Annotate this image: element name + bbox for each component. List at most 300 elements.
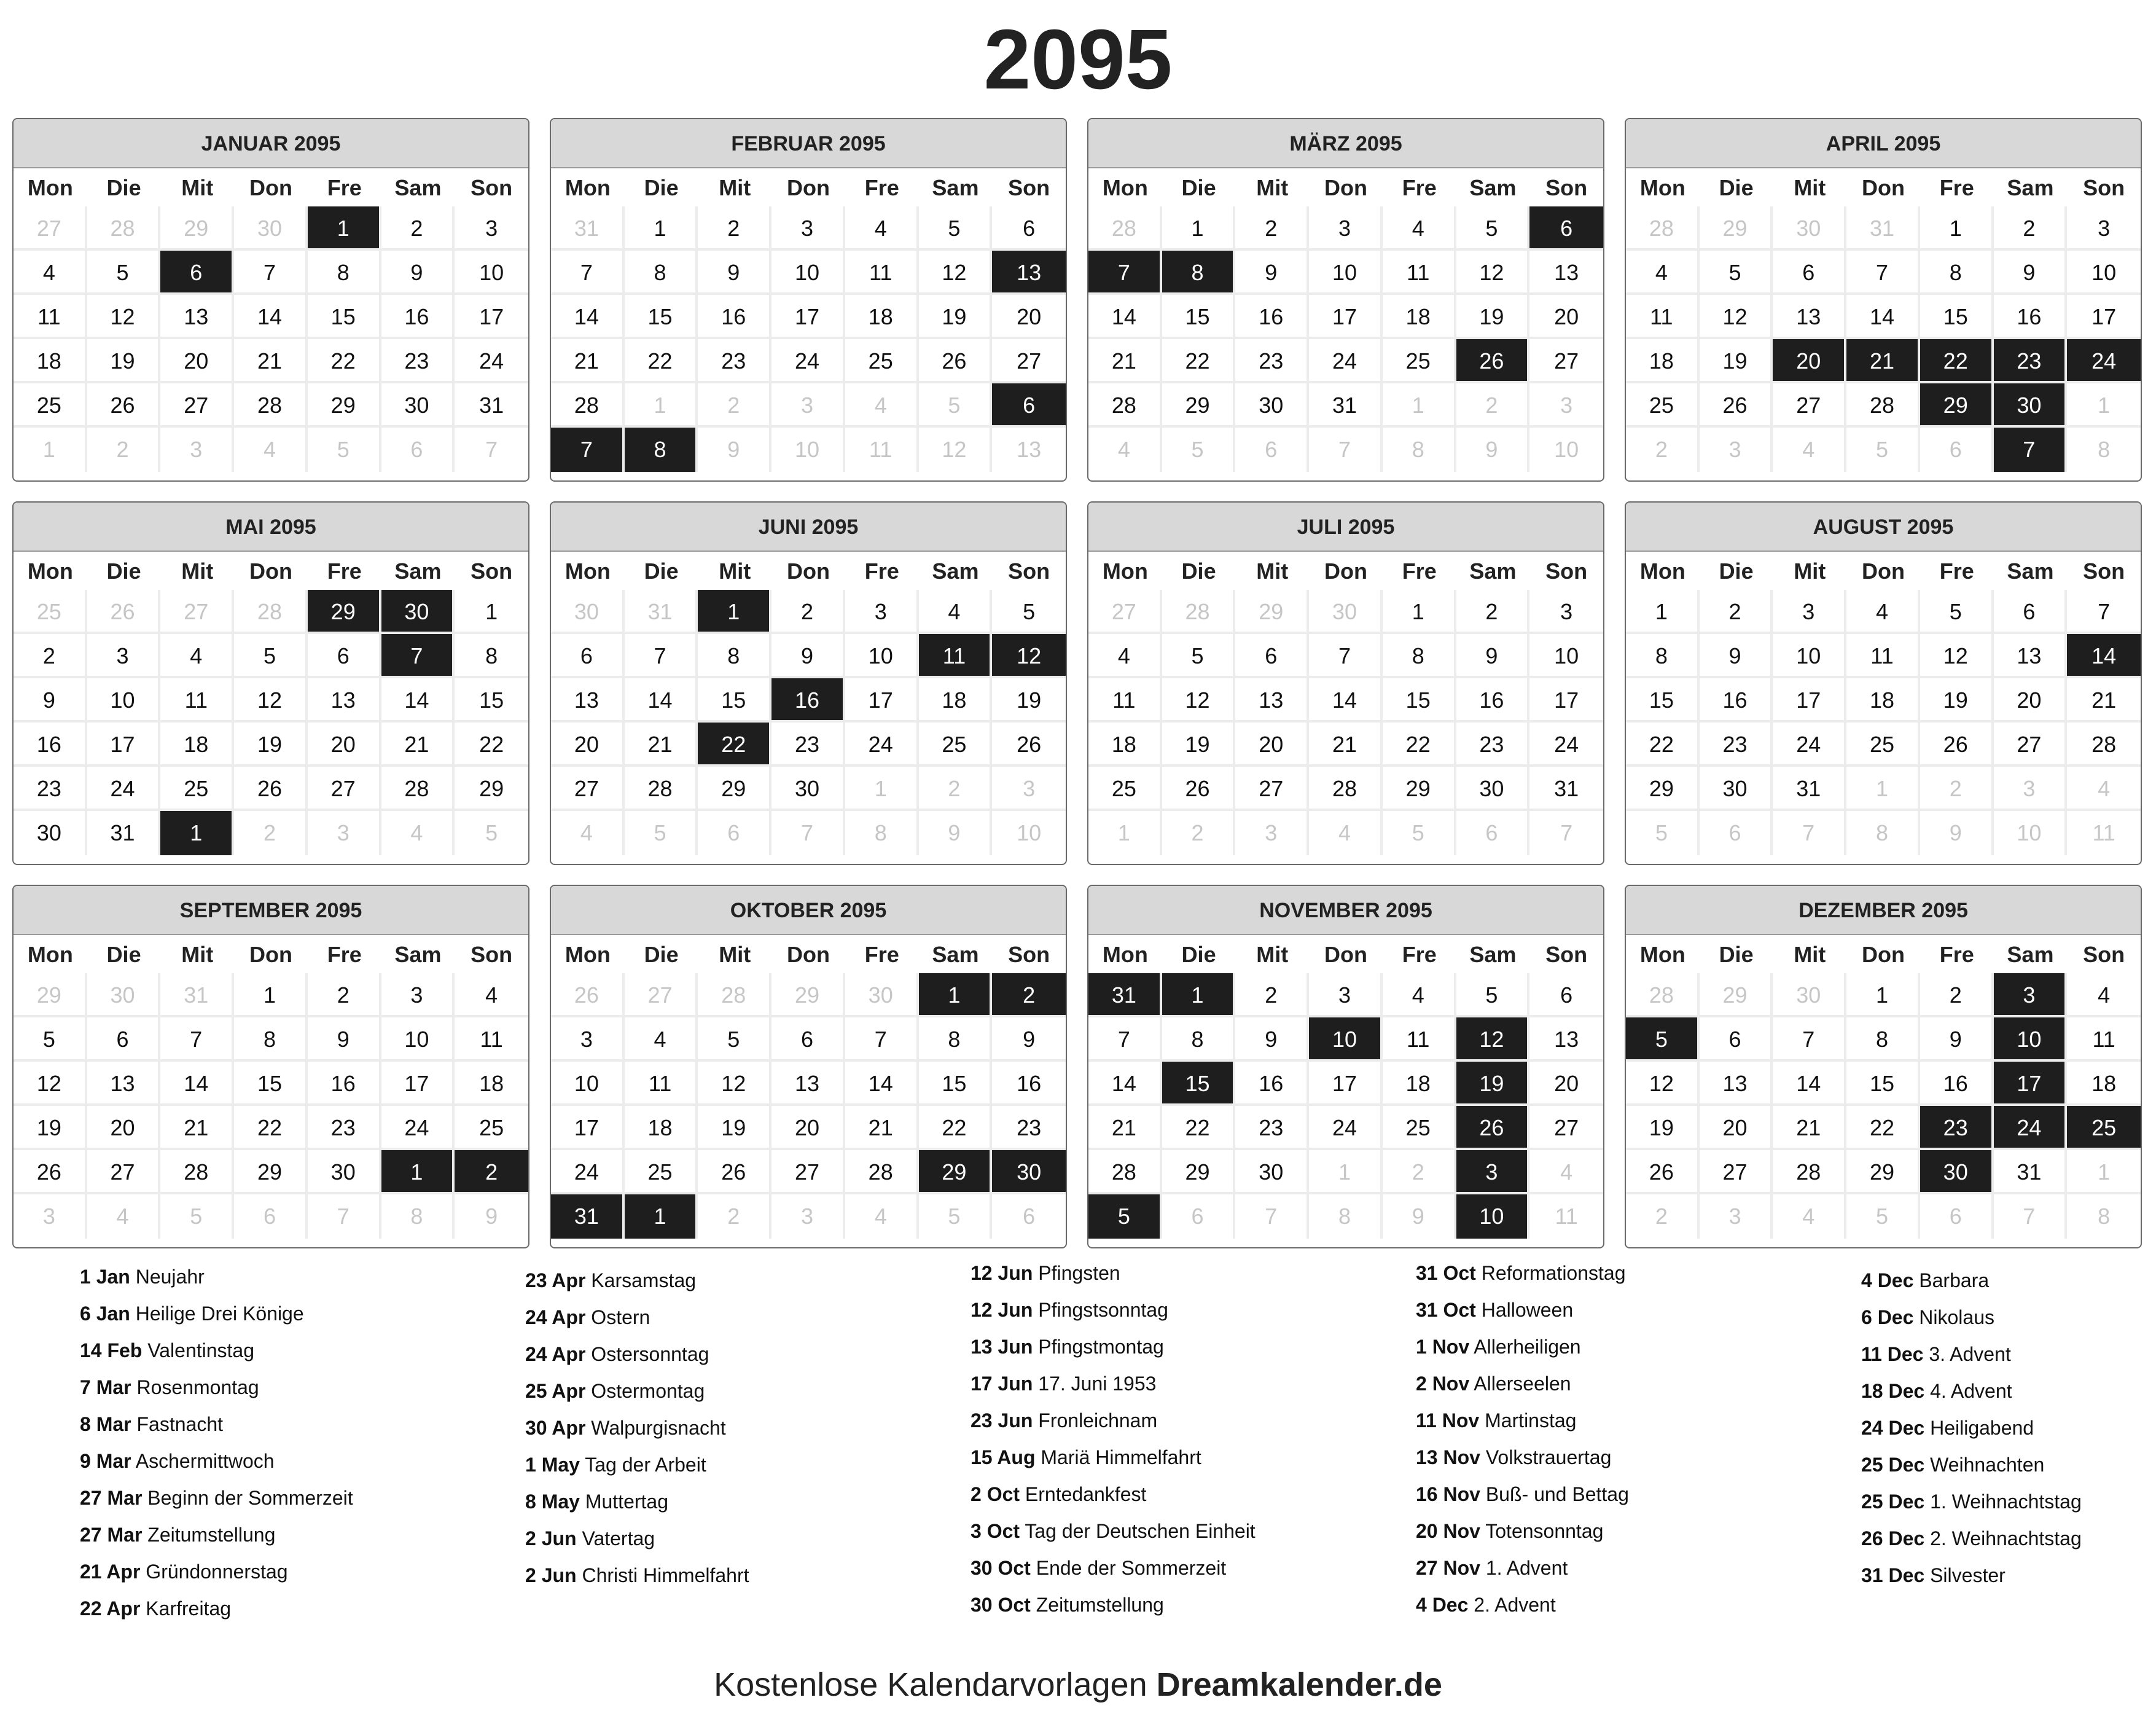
day-cell: 28	[1162, 590, 1236, 634]
holiday-item	[1416, 1255, 1846, 1291]
holiday-item	[1416, 1476, 1846, 1513]
day-cell: 2	[1235, 206, 1309, 251]
day-cell: 10	[551, 1062, 625, 1106]
day-cell: 28	[1846, 383, 1920, 428]
day-grid	[1088, 973, 1603, 1239]
day-cell: 4	[1626, 251, 1700, 295]
day-cell: 1	[625, 206, 698, 251]
day-cell: 21	[381, 723, 455, 767]
weekday-label: Son	[1545, 175, 1588, 200]
day-cell: 13	[1235, 678, 1309, 723]
weekday-label: Sam	[394, 558, 442, 584]
weekday-label: Sam	[932, 175, 979, 200]
holiday-date: 24 Apr	[525, 1343, 586, 1365]
holiday-date: 27 Mar	[80, 1487, 143, 1509]
weekday-header	[1088, 168, 1603, 206]
day-cell: 19	[992, 678, 1066, 723]
day-cell: 24	[1309, 339, 1383, 383]
day-cell: 27	[992, 339, 1066, 383]
day-cell: 9	[1700, 634, 1773, 678]
day-cell: 2	[1456, 590, 1530, 634]
day-cell: 24	[1994, 1106, 2068, 1150]
day-cell: 4	[2067, 973, 2141, 1017]
day-cell: 18	[2067, 1062, 2141, 1106]
day-cell: 8	[1162, 1017, 1236, 1062]
day-cell: 23	[308, 1106, 381, 1150]
holiday-item	[525, 1483, 955, 1520]
day-cell: 29	[455, 767, 528, 811]
day-cell: 22	[455, 723, 528, 767]
day-cell: 6	[1920, 428, 1994, 472]
day-cell: 14	[1088, 295, 1162, 339]
day-cell: 4	[1773, 428, 1846, 472]
day-cell: 6	[1162, 1194, 1236, 1239]
day-cell: 29	[1700, 973, 1773, 1017]
holiday-date: 31 Oct	[1416, 1299, 1476, 1321]
holiday-item	[525, 1373, 955, 1409]
day-cell: 9	[485, 1204, 498, 1229]
day-cell: 14	[1088, 1062, 1162, 1106]
day-grid	[1626, 590, 2141, 855]
day-cell: 26	[1920, 723, 1994, 767]
holiday-date: 12 Jun	[971, 1299, 1033, 1321]
day-cell: 30	[381, 590, 455, 634]
day-cell: 27	[1773, 383, 1846, 428]
day-cell: 7	[1773, 1017, 1846, 1062]
day-cell: 12	[234, 678, 308, 723]
day-cell: 19	[234, 723, 308, 767]
day-cell: 20	[1700, 1106, 1773, 1150]
weekday-label: Don	[249, 558, 292, 584]
day-cell: 21	[845, 1106, 919, 1150]
month-calendar	[1625, 501, 2142, 865]
month-calendar	[550, 501, 1067, 865]
holiday-date: 24 Apr	[525, 1306, 586, 1328]
day-cell: 28	[381, 767, 455, 811]
holiday-date: 4 Dec	[1861, 1269, 1914, 1291]
day-cell: 22	[1920, 339, 1994, 383]
weekday-label: Die	[644, 942, 679, 967]
holiday-name: Aschermittwoch	[135, 1450, 275, 1472]
day-cell: 9	[698, 428, 771, 472]
day-cell: 17	[1309, 295, 1383, 339]
day-cell: 31	[551, 1194, 625, 1239]
weekday-label: Mon	[1639, 942, 1685, 967]
day-cell: 1	[14, 428, 87, 472]
day-cell: 2	[455, 1150, 528, 1194]
holiday-date: 27 Nov	[1416, 1557, 1480, 1579]
day-cell: 28	[1088, 383, 1162, 428]
day-cell: 8	[845, 811, 919, 855]
weekday-header	[1626, 168, 2141, 206]
holiday-item	[80, 1369, 510, 1406]
day-cell: 7	[845, 1017, 919, 1062]
day-cell: 19	[1162, 723, 1236, 767]
holiday-item	[1416, 1402, 1846, 1439]
day-cell: 1	[160, 811, 234, 855]
day-cell: 5	[1456, 206, 1530, 251]
holiday-item	[80, 1443, 510, 1479]
holiday-name: Walpurgisnacht	[591, 1417, 726, 1439]
day-cell: 27	[1994, 723, 2068, 767]
holiday-date: 31 Oct	[1416, 1262, 1476, 1284]
day-cell: 17	[1773, 678, 1846, 723]
weekday-label: Sam	[2007, 175, 2054, 200]
weekday-label: Fre	[327, 558, 362, 584]
holiday-date: 21 Apr	[80, 1561, 141, 1583]
day-cell: 2	[1626, 1194, 1700, 1239]
day-cell: 28	[551, 383, 625, 428]
day-cell: 1	[1920, 206, 1994, 251]
day-cell: 11	[1846, 634, 1920, 678]
day-cell: 9	[1235, 251, 1309, 295]
day-cell: 2	[14, 634, 87, 678]
day-cell: 20	[1235, 723, 1309, 767]
day-cell: 13	[551, 678, 625, 723]
day-cell: 15	[919, 1062, 993, 1106]
weekday-label: Fre	[864, 942, 899, 967]
month-title: APRIL 2095	[1626, 119, 2141, 168]
day-cell: 14	[160, 1062, 234, 1106]
day-cell: 15	[1626, 678, 1700, 723]
day-cell: 5	[1700, 251, 1773, 295]
day-cell: 6	[1529, 206, 1603, 251]
day-cell: 4	[551, 811, 625, 855]
day-cell: 12	[1626, 1062, 1700, 1106]
day-cell: 12	[14, 1062, 87, 1106]
day-cell: 10	[1456, 1194, 1530, 1239]
day-cell: 13	[308, 678, 381, 723]
day-cell: 12	[992, 634, 1066, 678]
day-cell: 3	[992, 767, 1066, 811]
day-cell: 13	[160, 295, 234, 339]
holiday-item	[525, 1557, 955, 1594]
day-cell: 5	[919, 206, 993, 251]
day-cell: 29	[308, 383, 381, 428]
day-cell: 1	[455, 590, 528, 634]
holiday-date: 6 Dec	[1861, 1306, 1914, 1328]
holiday-column	[80, 1258, 510, 1627]
day-cell: 30	[551, 590, 625, 634]
holiday-name: Halloween	[1481, 1299, 1574, 1321]
holiday-item	[971, 1476, 1400, 1513]
holiday-item	[525, 1409, 955, 1446]
holiday-date: 16 Nov	[1416, 1483, 1480, 1505]
holiday-name: Vatertag	[582, 1527, 655, 1549]
day-cell: 9	[698, 251, 771, 295]
day-cell: 2	[87, 428, 161, 472]
day-cell: 18	[1846, 678, 1920, 723]
day-cell: 19	[1626, 1106, 1700, 1150]
day-cell: 26	[992, 723, 1066, 767]
holiday-item	[80, 1406, 510, 1443]
day-cell: 7	[485, 437, 498, 462]
day-cell: 1	[1626, 590, 1700, 634]
day-cell: 20	[771, 1106, 845, 1150]
holiday-name: Karsamstag	[591, 1269, 697, 1291]
day-cell: 25	[1626, 383, 1700, 428]
weekday-label: Mon	[1639, 558, 1685, 584]
weekday-label: Die	[1719, 175, 1754, 200]
day-cell: 21	[1846, 339, 1920, 383]
day-cell: 16	[1920, 1062, 1994, 1106]
holiday-item	[1416, 1328, 1846, 1365]
holiday-name: Reformationstag	[1481, 1262, 1626, 1284]
day-cell: 30	[771, 767, 845, 811]
day-cell: 16	[698, 295, 771, 339]
weekday-label: Son	[1008, 175, 1050, 200]
holiday-item	[1861, 1299, 2156, 1336]
day-cell: 30	[845, 973, 919, 1017]
day-cell: 8	[234, 1017, 308, 1062]
day-cell: 21	[1309, 723, 1383, 767]
holiday-item	[1861, 1262, 2156, 1299]
weekday-label: Son	[1545, 558, 1588, 584]
day-cell: 22	[625, 339, 698, 383]
day-cell: 3	[308, 811, 381, 855]
day-cell: 17	[381, 1062, 455, 1106]
day-cell: 18	[845, 295, 919, 339]
day-cell: 20	[160, 339, 234, 383]
holiday-name: Ostermontag	[591, 1380, 705, 1402]
weekday-header	[551, 168, 1066, 206]
day-cell: 8	[1383, 634, 1456, 678]
day-cell: 18	[455, 1062, 528, 1106]
day-cell: 25	[1383, 339, 1456, 383]
month-calendar	[1087, 501, 1604, 865]
holiday-column	[1416, 1255, 1846, 1623]
day-cell: 25	[160, 767, 234, 811]
day-cell: 7	[381, 634, 455, 678]
day-cell: 21	[160, 1106, 234, 1150]
day-cell: 29	[308, 590, 381, 634]
day-cell: 9	[1456, 634, 1530, 678]
holiday-name: Buß- und Bettag	[1485, 1483, 1629, 1505]
day-cell: 30	[87, 973, 161, 1017]
weekday-label: Sam	[1469, 942, 1517, 967]
holiday-date: 25 Dec	[1861, 1491, 1925, 1513]
day-cell: 7	[625, 634, 698, 678]
day-cell: 18	[1383, 1062, 1456, 1106]
day-cell: 31	[1309, 383, 1383, 428]
weekday-label: Mit	[181, 175, 214, 200]
day-cell: 31	[625, 590, 698, 634]
holiday-item	[525, 1520, 955, 1557]
holiday-item	[1861, 1446, 2156, 1483]
day-cell: 18	[160, 723, 234, 767]
month-title: FEBRUAR 2095	[551, 119, 1066, 168]
day-cell: 5	[1626, 811, 1700, 855]
day-cell: 18	[1626, 339, 1700, 383]
day-cell: 14	[381, 678, 455, 723]
day-cell: 26	[1626, 1150, 1700, 1194]
day-cell: 5	[1162, 634, 1236, 678]
day-cell: 10	[87, 678, 161, 723]
weekday-label: Son	[1008, 558, 1050, 584]
day-cell: 22	[1162, 1106, 1236, 1150]
day-cell: 12	[1456, 251, 1530, 295]
day-cell: 1	[845, 767, 919, 811]
day-cell: 4	[845, 1194, 919, 1239]
month-calendar	[12, 501, 529, 865]
holiday-date: 8 Mar	[80, 1413, 131, 1435]
day-cell: 30	[1456, 767, 1530, 811]
holiday-name: 1. Advent	[1485, 1557, 1568, 1579]
holiday-name: 2. Advent	[1474, 1594, 1556, 1616]
day-grid	[14, 973, 528, 1239]
day-cell: 18	[919, 678, 993, 723]
day-cell: 23	[381, 339, 455, 383]
day-cell: 9	[308, 1017, 381, 1062]
weekday-label: Die	[644, 175, 679, 200]
day-cell: 3	[551, 1017, 625, 1062]
holiday-name: Neujahr	[135, 1266, 205, 1288]
day-cell: 9	[771, 634, 845, 678]
day-cell: 27	[87, 1150, 161, 1194]
month-calendar	[1625, 118, 2142, 482]
day-cell: 24	[2067, 339, 2141, 383]
holiday-date: 6 Jan	[80, 1303, 130, 1325]
day-cell: 2	[698, 206, 771, 251]
day-cell: 17	[845, 678, 919, 723]
day-cell: 4	[625, 1017, 698, 1062]
day-cell: 20	[992, 295, 1066, 339]
day-grid	[551, 590, 1066, 855]
day-cell: 12	[919, 251, 993, 295]
day-cell: 31	[87, 811, 161, 855]
day-cell: 6	[87, 1017, 161, 1062]
day-cell: 4	[1309, 811, 1383, 855]
day-cell: 29	[14, 973, 87, 1017]
day-cell: 14	[1309, 678, 1383, 723]
day-cell: 28	[1626, 973, 1700, 1017]
holiday-date: 2 Jun	[525, 1527, 577, 1549]
day-cell: 15	[625, 295, 698, 339]
holiday-name: Valentinstag	[147, 1339, 255, 1361]
holiday-date: 12 Jun	[971, 1262, 1033, 1284]
day-cell: 22	[1383, 723, 1456, 767]
holiday-item	[525, 1262, 955, 1299]
day-cell: 11	[845, 428, 919, 472]
day-cell: 9	[919, 811, 993, 855]
day-cell: 10	[1994, 811, 2068, 855]
day-cell: 29	[919, 1150, 993, 1194]
day-cell: 30	[14, 811, 87, 855]
day-cell: 10	[455, 251, 528, 295]
weekday-label: Don	[787, 558, 830, 584]
weekday-label: Mit	[1794, 175, 1826, 200]
day-cell: 28	[845, 1150, 919, 1194]
weekday-label: Mon	[1102, 175, 1148, 200]
day-cell: 21	[625, 723, 698, 767]
weekday-header	[14, 935, 528, 973]
weekday-label: Son	[2083, 942, 2125, 967]
day-cell: 16	[1994, 295, 2068, 339]
day-cell: 7	[1994, 428, 2068, 472]
day-cell: 12	[1162, 678, 1236, 723]
day-cell: 28	[160, 1150, 234, 1194]
day-cell: 16	[992, 1062, 1066, 1106]
holiday-date: 4 Dec	[1416, 1594, 1469, 1616]
day-cell: 29	[771, 973, 845, 1017]
day-cell: 15	[1846, 1062, 1920, 1106]
day-cell: 20	[1994, 678, 2068, 723]
holiday-item	[525, 1336, 955, 1373]
day-cell: 28	[1626, 206, 1700, 251]
weekday-label: Die	[644, 558, 679, 584]
holiday-name: Mariä Himmelfahrt	[1041, 1446, 1201, 1468]
holiday-item	[80, 1258, 510, 1295]
day-cell: 31	[1994, 1150, 2068, 1194]
day-cell: 10	[845, 634, 919, 678]
holiday-column	[971, 1255, 1400, 1623]
day-cell: 4	[1088, 428, 1162, 472]
day-cell: 9	[1920, 1017, 1994, 1062]
day-cell: 5	[234, 634, 308, 678]
day-cell: 10	[381, 1017, 455, 1062]
day-cell: 15	[455, 678, 528, 723]
holiday-name: 4. Advent	[1930, 1380, 2012, 1402]
day-cell: 30	[1920, 1150, 1994, 1194]
day-cell: 31	[455, 383, 528, 428]
day-cell: 24	[1309, 1106, 1383, 1150]
day-cell: 14	[234, 295, 308, 339]
weekday-label: Sam	[932, 942, 979, 967]
day-cell: 6	[234, 1194, 308, 1239]
day-cell: 8	[1920, 251, 1994, 295]
day-cell: 26	[234, 767, 308, 811]
weekday-label: Die	[1181, 175, 1216, 200]
day-cell: 6	[551, 634, 625, 678]
day-cell: 4	[1529, 1150, 1603, 1194]
day-cell: 8	[308, 251, 381, 295]
weekday-label: Son	[2083, 558, 2125, 584]
day-cell: 4	[1088, 634, 1162, 678]
day-cell: 11	[625, 1062, 698, 1106]
holiday-item	[971, 1513, 1400, 1549]
day-grid	[1626, 973, 2141, 1239]
day-cell: 13	[1700, 1062, 1773, 1106]
day-cell: 3	[1773, 590, 1846, 634]
day-cell: 1	[1383, 590, 1456, 634]
day-cell: 7	[771, 811, 845, 855]
day-cell: 23	[1920, 1106, 1994, 1150]
day-cell: 12	[919, 428, 993, 472]
day-cell: 20	[1773, 339, 1846, 383]
day-cell: 18	[1088, 723, 1162, 767]
day-cell: 9	[992, 1017, 1066, 1062]
day-cell: 3	[1235, 811, 1309, 855]
holiday-date: 30 Apr	[525, 1417, 586, 1439]
weekday-label: Son	[471, 942, 513, 967]
weekday-label: Mon	[27, 175, 73, 200]
month-title: JANUAR 2095	[14, 119, 528, 168]
weekday-label: Die	[106, 558, 141, 584]
day-cell: 30	[1773, 206, 1846, 251]
day-cell: 8	[381, 1194, 455, 1239]
weekday-label: Die	[1719, 942, 1754, 967]
weekday-header	[1088, 552, 1603, 590]
day-cell: 15	[234, 1062, 308, 1106]
day-cell: 7	[1309, 428, 1383, 472]
holiday-date: 13 Jun	[971, 1336, 1033, 1358]
day-cell: 22	[698, 723, 771, 767]
day-cell: 2	[1920, 767, 1994, 811]
weekday-label: Son	[471, 175, 513, 200]
day-cell: 8	[1309, 1194, 1383, 1239]
weekday-label: Die	[106, 175, 141, 200]
day-cell: 7	[1773, 811, 1846, 855]
